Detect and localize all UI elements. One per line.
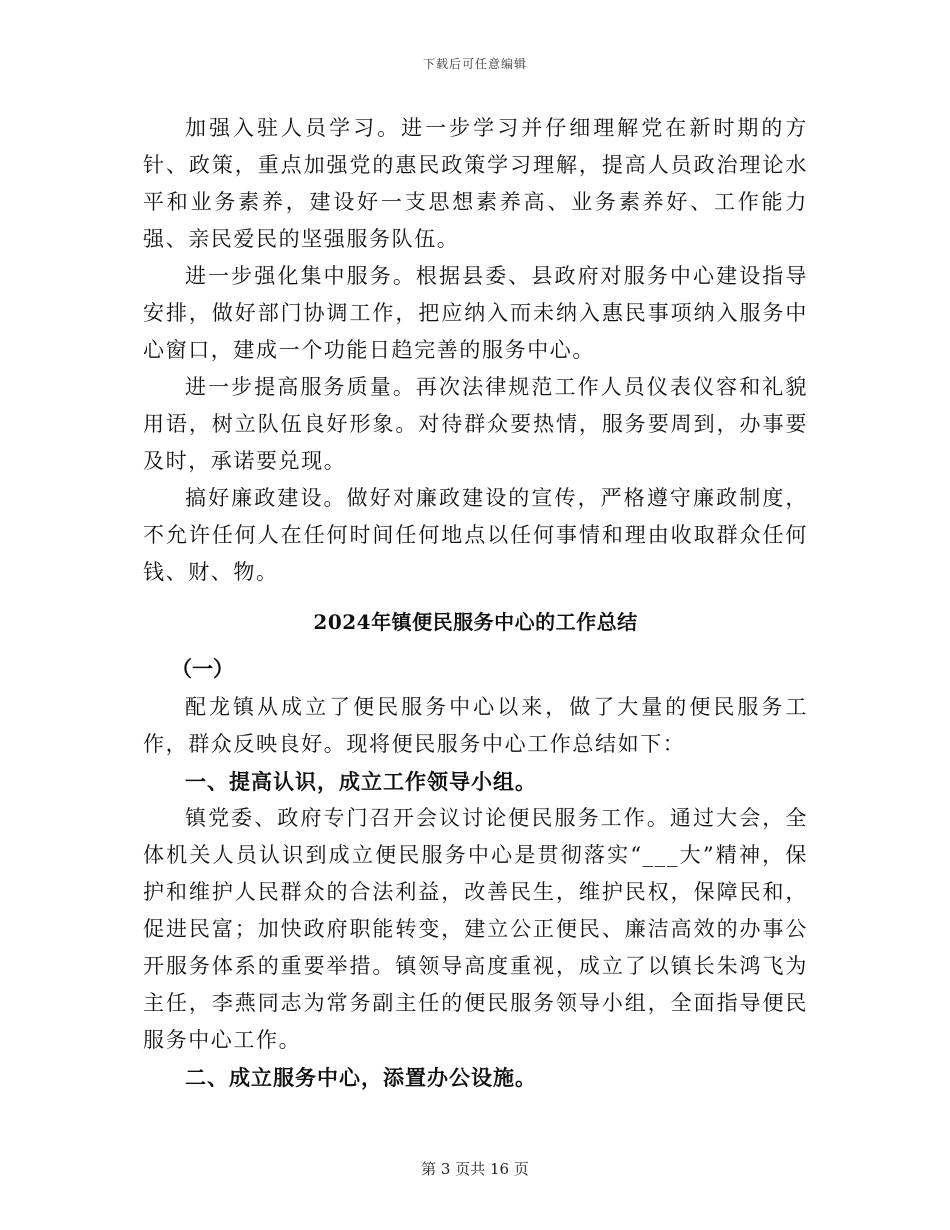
document-title: 2024年镇便民服务中心的工作总结 [313,610,638,634]
heading-section-2: 二、成立服务中心，添置办公设施。 [185,1065,537,1090]
paragraph-centralized-service: 进一步强化集中服务。根据县委、县政府对服务中心建设指导安排，做好部门协调工作，把应纳入而未纳入惠民事项纳入服务中心窗口，建成一个功能日趋完善的服务中心。 [143,264,808,362]
section-label: （一） [171,656,234,681]
document-body [143,110,808,1096]
page-footer: 第 3 页共 16 页 [421,1160,529,1178]
paragraph-section-1: 镇党委、政府专门召开会议讨论便民服务工作。通过大会，全体机关人员认识到成立便民服务中心是贯彻落实“___大”精神，保护和维护人民群众的合法利益，改善民生，维护民权，保障民和，促进民富；加快政府职能转变，建立公正便民、廉洁高效的办事公开服务体系的重要举措。镇领导高度重视，成立了以镇长朱鸿飞为主任，李燕同志为常务副主任的便民服务领导小组，全面指导便民服务中心工作。 [143,806,808,1052]
page-header: 下载后可任意编辑 [422,57,527,71]
paragraph-service-quality: 进一步提高服务质量。再次法律规范工作人员仪表仪容和礼貌用语，树立队伍良好形象。对待群众要热情，服务要周到，办事要及时，承诺要兑现。 [143,375,808,473]
paragraph-intro: 配龙镇从成立了便民服务中心以来，做了大量的便民服务工作，群众反映良好。现将便民服务中心工作总结如下： [143,695,808,756]
paragraph-study: 加强入驻人员学习。进一步学习并仔细理解党在新时期的方针、政策，重点加强党的惠民政策学习理解，提高人员政治理论水平和业务素养，建设好一支思想素养高、业务素养好、工作能力强、亲民爱民的坚强服务队伍。 [143,116,808,251]
heading-section-1: 一、提高认识，成立工作领导小组。 [185,769,537,794]
paragraph-clean-government: 搞好廉政建设。做好对廉政建设的宣传，严格遵守廉政制度，不允许任何人在任何时间任何地点以任何事情和理由收取群众任何钱、财、物。 [143,486,808,584]
